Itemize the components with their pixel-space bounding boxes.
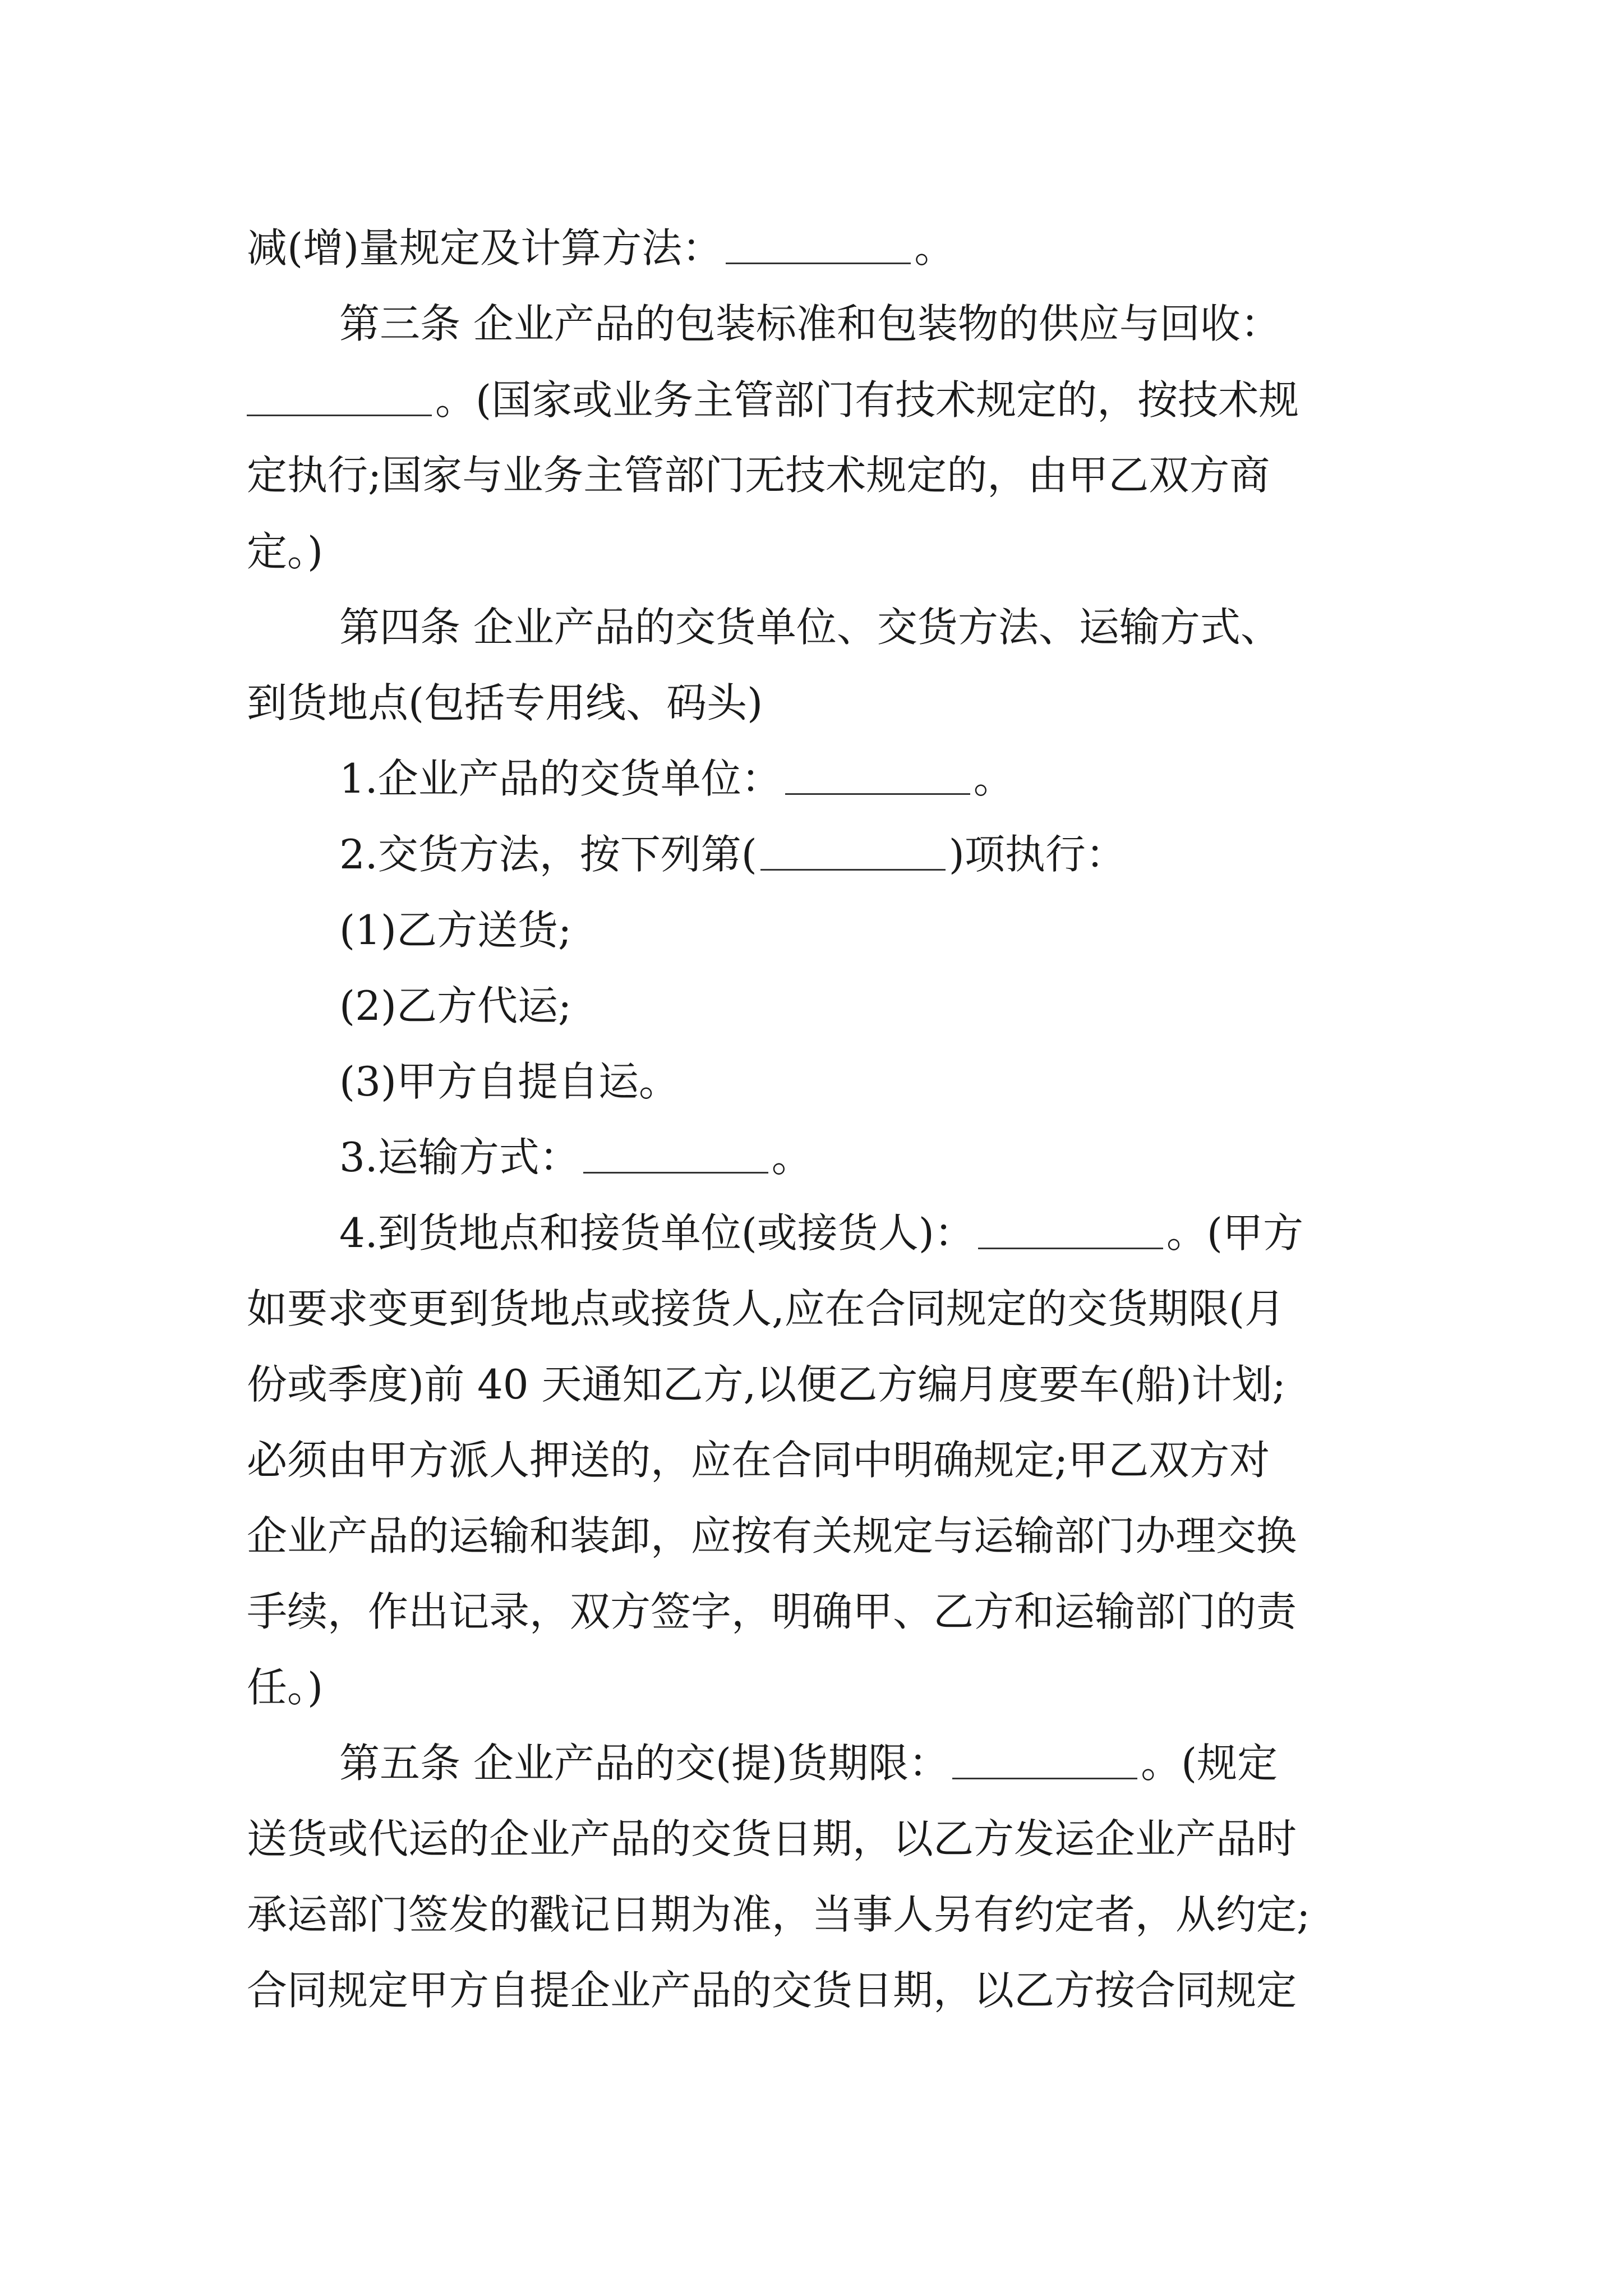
list-item xyxy=(0,826,1623,882)
text-line xyxy=(0,1432,1623,1488)
text-line xyxy=(0,1659,1623,1715)
line-text-after: 。 xyxy=(973,755,1014,802)
line-text-after: )项执行： xyxy=(948,831,1126,878)
line-text: 第四条 企业产品的交货单位、交货方法、运输方式、 xyxy=(339,604,1281,651)
fill-blank xyxy=(978,1214,1163,1249)
line-text: 2.交货方法，按下列第( xyxy=(339,831,757,878)
fill-blank xyxy=(760,835,946,871)
line-text: 第三条 企业产品的包装标准和包装物的供应与回收： xyxy=(339,300,1281,347)
line-text: 到货地点(包括专用线、码头) xyxy=(247,679,763,726)
text-line xyxy=(0,372,1623,428)
text-line xyxy=(0,220,1623,276)
line-text: 企业产品的运输和装卸，应按有关规定与运输部门办理交换 xyxy=(247,1512,1297,1559)
line-text: (2)乙方代运; xyxy=(339,982,572,1029)
sub-list-item xyxy=(0,902,1623,958)
line-text-after: 。 xyxy=(914,224,955,272)
line-text: 1.企业产品的交货单位： xyxy=(339,755,782,802)
clause-4-heading xyxy=(0,599,1623,655)
fill-blank xyxy=(247,381,432,416)
text-line xyxy=(0,1962,1623,2018)
text-line xyxy=(0,523,1623,579)
text-line xyxy=(0,1356,1623,1412)
text-line xyxy=(0,1584,1623,1640)
text-line xyxy=(0,1887,1623,1943)
line-text: (1)乙方送货; xyxy=(339,907,572,954)
sub-list-item xyxy=(0,978,1623,1034)
line-text-after: 。 xyxy=(771,1134,812,1181)
text-line xyxy=(0,1508,1623,1564)
text-line xyxy=(0,675,1623,731)
line-text: (3)甲方自提自运。 xyxy=(339,1058,679,1105)
line-text: 合同规定甲方自提企业产品的交货日期，以乙方按合同规定 xyxy=(247,1967,1297,2014)
fill-blank xyxy=(583,1138,768,1174)
line-text: 手续，作出记录，双方签字，明确甲、乙方和运输部门的责 xyxy=(247,1588,1297,1635)
clause-5-heading xyxy=(0,1735,1623,1791)
line-text: 4.到货地点和接货单位(或接货人)： xyxy=(339,1209,975,1257)
line-text: 减(增)量规定及计算方法： xyxy=(247,224,723,272)
list-item xyxy=(0,751,1623,807)
line-text: 承运部门签发的戳记日期为准，当事人另有约定者，从约定; xyxy=(247,1891,1311,1938)
line-text-after: 。(甲方 xyxy=(1166,1209,1303,1257)
line-text: 第五条 企业产品的交(提)货期限： xyxy=(339,1740,949,1787)
list-item xyxy=(0,1129,1623,1185)
line-text-after: 。(国家或业务主管部门有技术规定的，按技术规 xyxy=(435,376,1299,424)
fill-blank xyxy=(726,229,911,264)
line-text: 送货或代运的企业产品的交货日期，以乙方发运企业产品时 xyxy=(247,1815,1297,1862)
line-text: 3.运输方式： xyxy=(339,1134,580,1181)
line-text: 必须由甲方派人押送的，应在合同中明确规定;甲乙双方对 xyxy=(247,1437,1270,1484)
list-item xyxy=(0,1205,1623,1261)
line-text: 份或季度)前 40 天通知乙方,以便乙方编月度要车(船)计划; xyxy=(247,1361,1286,1408)
text-line xyxy=(0,447,1623,503)
line-text-after: 。(规定 xyxy=(1141,1740,1278,1787)
line-text: 任。) xyxy=(247,1664,324,1711)
sub-list-item xyxy=(0,1053,1623,1110)
line-text: 如要求变更到货地点或接货人,应在合同规定的交货期限(月 xyxy=(247,1285,1285,1332)
text-line xyxy=(0,1811,1623,1867)
fill-blank xyxy=(952,1744,1137,1779)
clause-3-heading xyxy=(0,296,1623,352)
text-line xyxy=(0,1281,1623,1337)
line-text: 定。) xyxy=(247,528,324,575)
line-text: 定执行;国家与业务主管部门无技术规定的，由甲乙双方商 xyxy=(247,452,1270,499)
fill-blank xyxy=(785,760,970,795)
